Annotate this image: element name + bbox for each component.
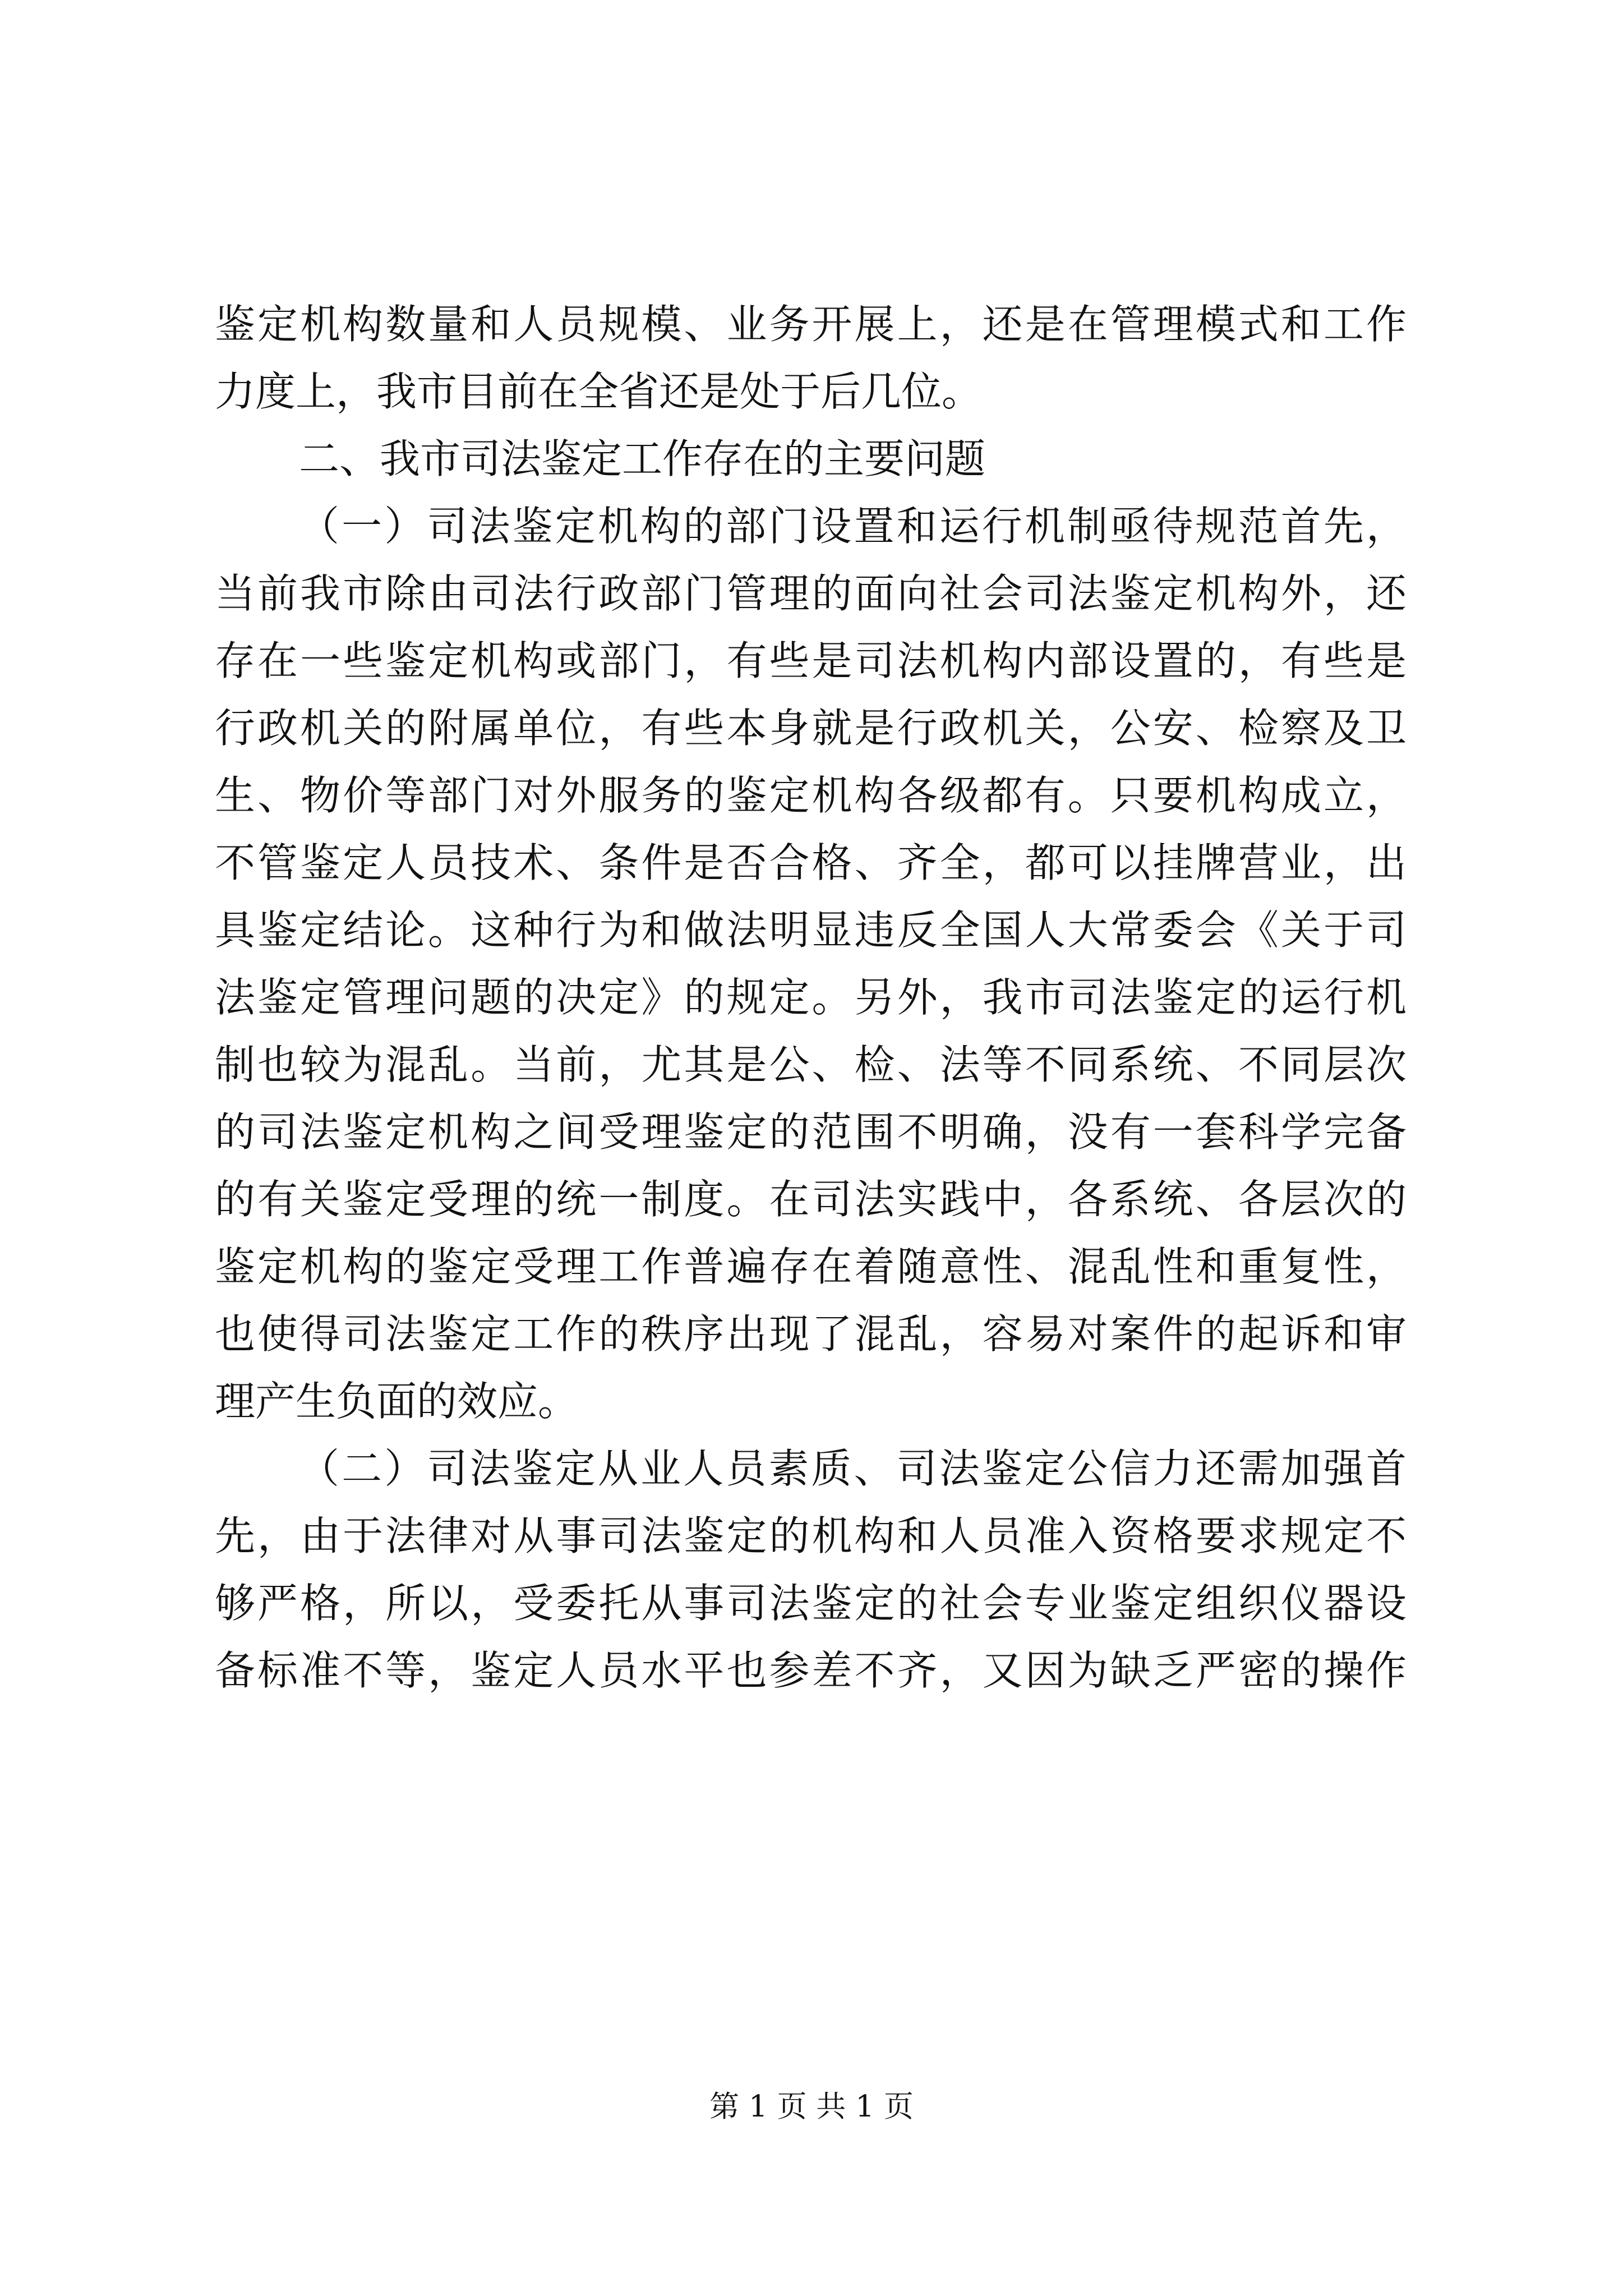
- body-text-line: 鉴定机构的鉴定受理工作普遍存在着随意性、混乱性和重复性，: [215, 1243, 1407, 1290]
- body-text-line: 理产生负面的效应。: [215, 1378, 579, 1425]
- body-text-line: 的有关鉴定受理的统一制度。在司法实践中，各系统、各层次的: [215, 1176, 1407, 1223]
- body-text-line: 的司法鉴定机构之间受理鉴定的范围不明确，没有一套科学完备: [215, 1108, 1407, 1156]
- body-text-line: 鉴定机构数量和人员规模、业务开展上，还是在管理模式和工作: [215, 301, 1407, 348]
- body-text-line: 够严格，所以，受委托从事司法鉴定的社会专业鉴定组织仪器设: [215, 1580, 1407, 1627]
- body-text-line: 具鉴定结论。这种行为和做法明显违反全国人大常委会《关于司: [215, 907, 1407, 954]
- subsection-heading-line: （二）司法鉴定从业人员素质、司法鉴定公信力还需加强首: [299, 1445, 1407, 1492]
- body-text-line: 生、物价等部门对外服务的鉴定机构各级都有。只要机构成立，: [215, 772, 1407, 819]
- section-heading: 二、我市司法鉴定工作存在的主要问题: [299, 435, 986, 482]
- body-text-line: 先，由于法律对从事司法鉴定的机构和人员准入资格要求规定不: [215, 1512, 1407, 1559]
- body-text-line: 行政机关的附属单位，有些本身就是行政机关，公安、检察及卫: [215, 705, 1407, 752]
- body-text-line: 力度上，我市目前在全省还是处于后几位。: [215, 368, 983, 415]
- body-text-line: 当前我市除由司法行政部门管理的面向社会司法鉴定机构外，还: [215, 570, 1407, 617]
- body-text-line: 不管鉴定人员技术、条件是否合格、齐全，都可以挂牌营业，出: [215, 839, 1407, 886]
- body-text-line: 也使得司法鉴定工作的秩序出现了混乱，容易对案件的起诉和审: [215, 1310, 1407, 1358]
- body-text-line: 备标准不等，鉴定人员水平也参差不齐，又因为缺乏严密的操作: [215, 1647, 1407, 1694]
- body-text-line: 存在一些鉴定机构或部门，有些是司法机构内部设置的，有些是: [215, 637, 1407, 684]
- subsection-heading-line: （一）司法鉴定机构的部门设置和运行机制亟待规范首先，: [299, 503, 1407, 550]
- body-text-line: 法鉴定管理问题的决定》的规定。另外，我市司法鉴定的运行机: [215, 974, 1407, 1021]
- body-text-line: 制也较为混乱。当前，尤其是公、检、法等不同系统、不同层次: [215, 1041, 1407, 1088]
- page-number-footer: 第 1 页 共 1 页: [709, 2090, 914, 2124]
